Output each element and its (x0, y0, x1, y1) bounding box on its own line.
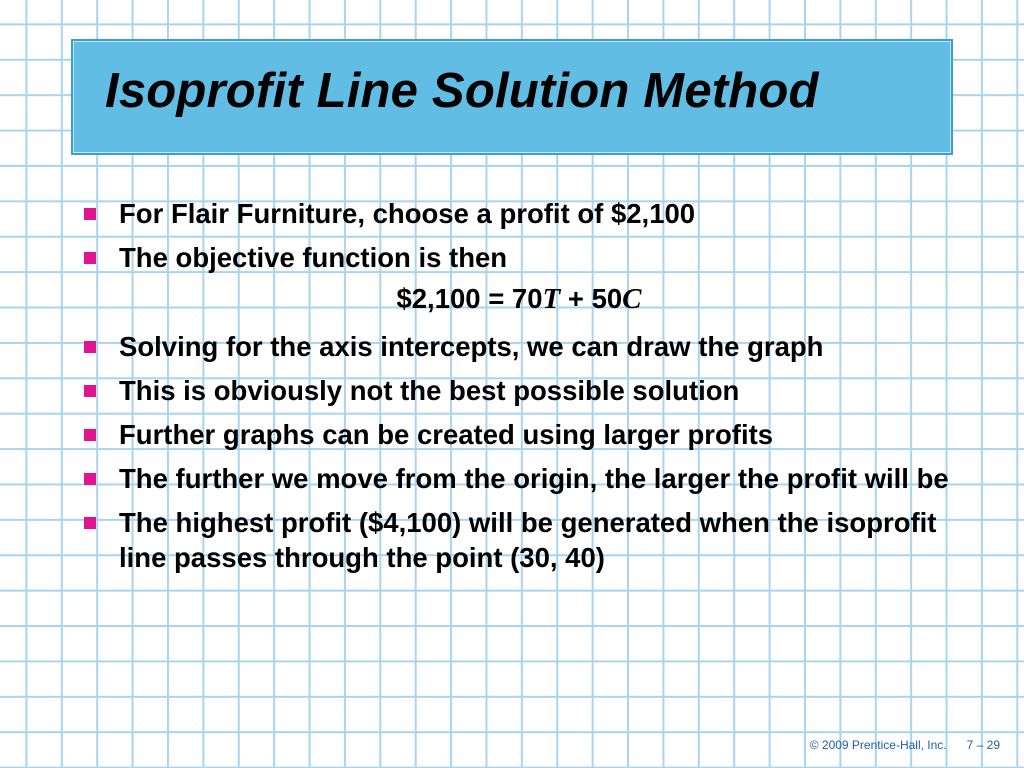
bullet-text: Solving for the axis intercepts, we can draw the graph (119, 331, 824, 362)
equation-var-c: C (622, 283, 642, 315)
bullet-text: For Flair Furniture, choose a profit of $2,100 (119, 198, 696, 229)
bullet-item (84, 196, 954, 231)
bullet-text: The highest profit ($4,100) will be generated when the isoprofit line passes through the point (30, 40) (119, 507, 937, 573)
equation-mid: + 50 (560, 283, 623, 314)
objective-equation (84, 281, 954, 317)
bullet-list (84, 196, 954, 584)
bullet-text: This is obviously not the best possible solution (119, 375, 740, 406)
title-box (71, 39, 953, 155)
page-number: 7 – 29 (966, 738, 1000, 752)
slide-footer (810, 738, 1000, 752)
bullet-item (84, 240, 954, 275)
bullet-item (84, 373, 954, 408)
copyright-text: © 2009 Prentice-Hall, Inc. (809, 738, 947, 752)
bullet-item (84, 417, 954, 452)
square-bullet-icon (84, 429, 96, 441)
bullet-text: The objective function is then (119, 242, 508, 273)
square-bullet-icon (84, 341, 96, 353)
square-bullet-icon (84, 473, 96, 485)
bullet-item (84, 461, 954, 496)
slide-title: Isoprofit Line Solution Method (105, 64, 819, 118)
bullet-item (84, 505, 954, 575)
bullet-text: The further we move from the origin, the larger the profit will be (119, 463, 949, 494)
bullet-text: Further graphs can be created using larger profits (119, 419, 774, 450)
square-bullet-icon (84, 252, 96, 264)
square-bullet-icon (84, 517, 96, 529)
equation-lhs: $2,100 = 70 (396, 283, 543, 314)
equation-var-t: T (542, 283, 561, 315)
square-bullet-icon (84, 385, 96, 397)
square-bullet-icon (84, 208, 96, 220)
bullet-item (84, 329, 954, 364)
